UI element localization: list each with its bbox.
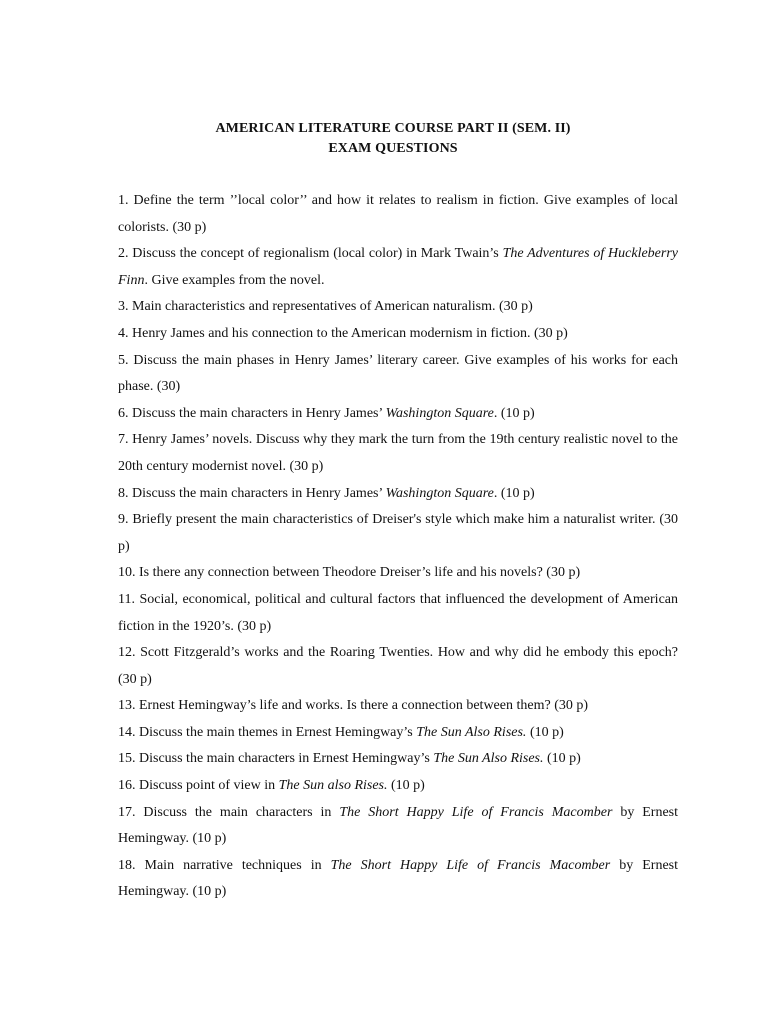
question-text: 10. Is there any connection between Theodore Dreiser’s life and his novels? (30 p): [118, 565, 581, 581]
work-title: Washington Square: [385, 485, 494, 501]
work-title: The Adventures of Huckleberry Finn: [118, 246, 679, 288]
work-title: The Short Happy Life of Francis Macomber: [339, 804, 613, 820]
question-item: [118, 427, 678, 480]
question-list: [118, 188, 678, 906]
question-text: 4. Henry James and his connection to the American modernism in fiction. (30 p): [118, 325, 568, 341]
question-item: [118, 560, 678, 587]
question-text: 3. Main characteristics and representatives of American naturalism. (30 p): [118, 299, 533, 315]
document-title: AMERICAN LITERATURE COURSE PART II (SEM. II): [215, 121, 571, 136]
work-title: The Sun Also Rises.: [416, 724, 527, 740]
question-item: [118, 241, 678, 294]
question-item: [118, 773, 678, 800]
work-title: The Sun Also Rises.: [433, 751, 544, 767]
question-text: (10 p): [387, 778, 425, 794]
question-text: 1. Define the term ’’local color’’ and how it relates to realism in fiction. Give examples of local colorists. (30 p): [118, 193, 678, 235]
question-text: 15. Discuss the main characters in Ernest Hemingway’s: [118, 751, 434, 767]
question-item: [118, 693, 678, 720]
question-text: . Give examples from the novel.: [144, 272, 325, 288]
question-item: [118, 188, 678, 241]
question-text: 7. Henry James’ novels. Discuss why they mark the turn from the 19th century realistic novel to the 20th century modernist novel. (30 p): [118, 432, 678, 474]
question-text: 5. Discuss the main phases in Henry James’ literary career. Give examples of his works for each phase. (30): [118, 352, 678, 395]
question-text: by Ernest Hemingway. (10 p): [118, 857, 679, 900]
question-text: 8. Discuss the main characters in Henry James’: [118, 485, 386, 501]
question-item: [118, 348, 678, 401]
question-item: [118, 640, 678, 693]
document-header: [0, 119, 768, 159]
question-text: 13. Ernest Hemingway’s life and works. Is there a connection between them? (30 p): [118, 698, 589, 714]
question-item: [118, 401, 678, 428]
question-text: 9. Briefly present the main characteristics of Dreiser's style which make him a naturalist writer. (30 p): [118, 512, 678, 554]
question-text: 6. Discuss the main characters in Henry James’: [118, 405, 386, 421]
question-text: . (10 p): [493, 405, 535, 421]
question-text: . (10 p): [493, 485, 535, 501]
question-item: [118, 294, 678, 321]
question-text: 18. Main narrative techniques in: [118, 857, 331, 873]
work-title: Washington Square: [385, 405, 494, 421]
question-item: [118, 321, 678, 348]
question-text: (10 p): [526, 724, 564, 740]
question-item: [118, 746, 678, 773]
question-text: 11. Social, economical, political and cultural factors that influenced the development of American fiction in the 1920’s. (30 p): [118, 591, 678, 634]
question-item: [118, 481, 678, 508]
question-text: (10 p): [543, 751, 581, 767]
question-text: 2. Discuss the concept of regionalism (local color) in Mark Twain’s: [118, 246, 503, 262]
question-text: 17. Discuss the main characters in: [118, 804, 340, 820]
question-text: by Ernest Hemingway. (10 p): [118, 804, 679, 847]
question-item: [118, 587, 678, 640]
question-item: [118, 507, 678, 560]
question-text: 16. Discuss point of view in: [118, 778, 279, 794]
question-text: 12. Scott Fitzgerald’s works and the Roaring Twenties. How and why did he embody this epoch? (30 p): [118, 645, 678, 687]
work-title: The Short Happy Life of Francis Macomber: [330, 857, 611, 873]
question-text: 14. Discuss the main themes in Ernest Hemingway’s: [118, 724, 417, 740]
question-item: [118, 800, 678, 853]
document-subtitle: EXAM QUESTIONS: [328, 141, 458, 156]
question-item: [118, 853, 678, 906]
work-title: The Sun also Rises.: [278, 778, 388, 794]
question-item: [118, 720, 678, 747]
